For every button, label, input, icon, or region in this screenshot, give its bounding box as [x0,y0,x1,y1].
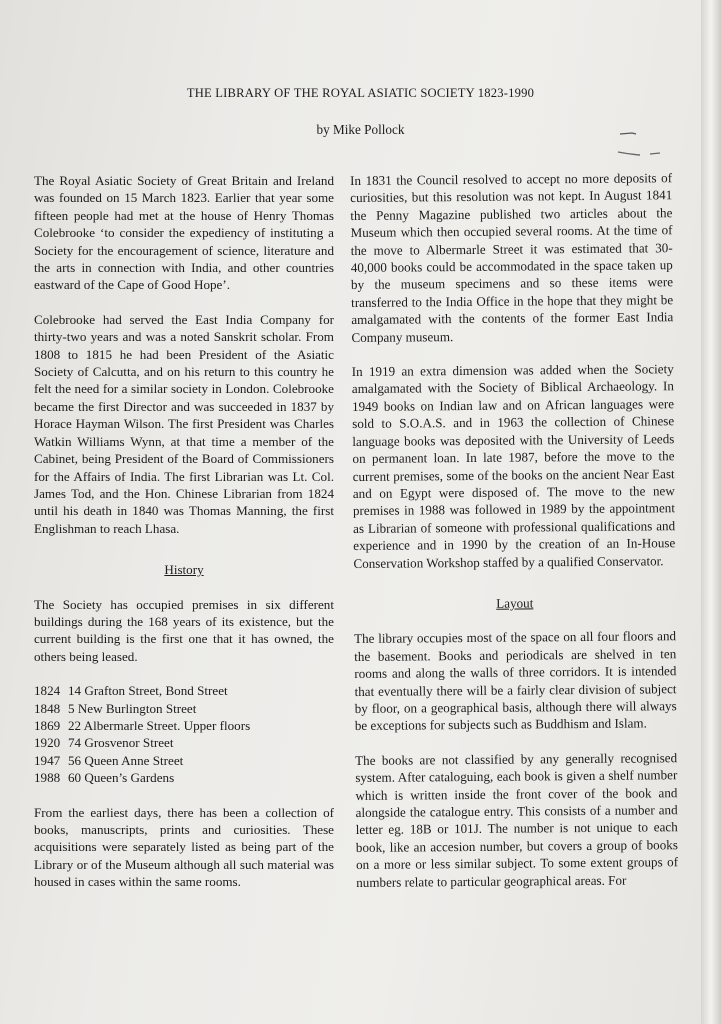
paragraph-museum: In 1831 the Council resolved to accept no more deposits of curiosities, but this resolution was not kept. In August 1841 the Penny Magazine published two articles about the Museum which then occupied several rooms. At the time of the move to Albermarle Street it was estimated that 30-40,000 books could be accommodated in the space taken up by the museum specimens and so these items were transferred to the India Office in the hope that they might be amalgamated with the contents of the former East India Company museum. [350,170,674,345]
premises-item: 1947 56 Queen Anne Street [34,752,184,768]
heading-history: History [164,562,204,578]
paragraph-collection: From the earliest days, there has been a collection of books, manuscripts, prints and curiosities. These acquisitions were separately listed as being part of the Library or of the Museum although all such material was housed in cases within the same rooms. [34,804,334,890]
paragraph-founding: The Royal Asiatic Society of Great Britain and Ireland was founded on 15 March 1823. Earlier that year some fifteen people had met at the house of Henry Thomas Colebrooke ‘to consider the expediency of instituting a Society for the encouragement of science, literature and the arts in connection with India, and other countries eastward of the Cape of Good Hope’. [34,173,334,293]
premises-item: 1988 60 Queen’s Gardens [34,770,175,786]
paragraph-library-space: The library occupies most of the space on all four floors and the basement. Books and periodicals are shelved in ten rooms and along the walls of three corridors. It is intended that eventually there will be a fairly clear division of subject by floor, on a geographical basis, although there will always be exceptions for subjects such as Buddhism and Islam. [354,628,677,734]
paragraph-1919: In 1919 an extra dimension was added when the Society amalgamated with the Society of Biblical Archaeology. In 1949 books on Indian law and on African languages were sold to S.O.A.S. and in 1963 the collection of Chinese language books was deposited with the University of Leeds on permanent loan. In late 1987, before the move to the current premises, some of the books on the ancient Near East and on Egypt were disposed of. The move to the new premises in 1988 was followed in 1989 by the appointment as Librarian of someone with professional qualifications and experience and in 1990 by the creation of an In-House Conservation Workshop staffed by a qualified Conservator. [351,361,676,571]
author-byline: by Mike Pollock [316,122,405,137]
heading-layout: Layout [496,595,534,611]
left-column [34,172,334,891]
premises-item: 1848 5 New Burlington Street [34,700,197,716]
paragraph-classification: The books are not classified by any generally recognised system. After cataloguing, each book is given a shelf number which is written inside the front cover of the book and alongside the catalogue entry. This consists of a number and letter eg. 18B or 101J. The number is not unique to each book, like an accesion number, but covers a group of books on a more or less similar subject. To some extent groups of numbers relate to particular geographical areas. For [355,749,679,890]
pencil-mark [612,126,668,166]
premises-item: 1920 74 Grosvenor Street [34,735,174,751]
page-edge [701,0,721,1024]
paragraph-premises: The Society has occupied premises in six different buildings during the 168 years of its existence, but the current building is the first one that it has owned, the others being leased. [34,596,334,664]
article-title: THE LIBRARY OF THE ROYAL ASIATIC SOCIETY 1823-1990 [186,86,535,100]
premises-item: 1824 14 Grafton Street, Bond Street [34,683,228,699]
premises-list [34,682,334,786]
paragraph-colebrooke: Colebrooke had served the East India Company for thirty-two years and was a noted Sanskrit scholar. From 1808 to 1815 he had been President of the Asiatic Society of Calcutta, and on his return to this country he felt the need for a similar society in London. Colebrooke became the first Director and was succeeded in 1837 by Horace Hayman Wilson. The first President was Charles Watkin Williams Wynn, at that time a member of the Cabinet, being President of the Board of Commissioners for the Affairs of India. The first Librarian was Lt. Col. James Tod, and the Hon. Chinese Librarian from 1824 until his death in 1840 was Thomas Manning, the first Englishman to reach Lhasa. [34,311,334,536]
right-column [350,169,678,891]
premises-item: 1869 22 Albermarle Street. Upper floors [34,717,251,733]
